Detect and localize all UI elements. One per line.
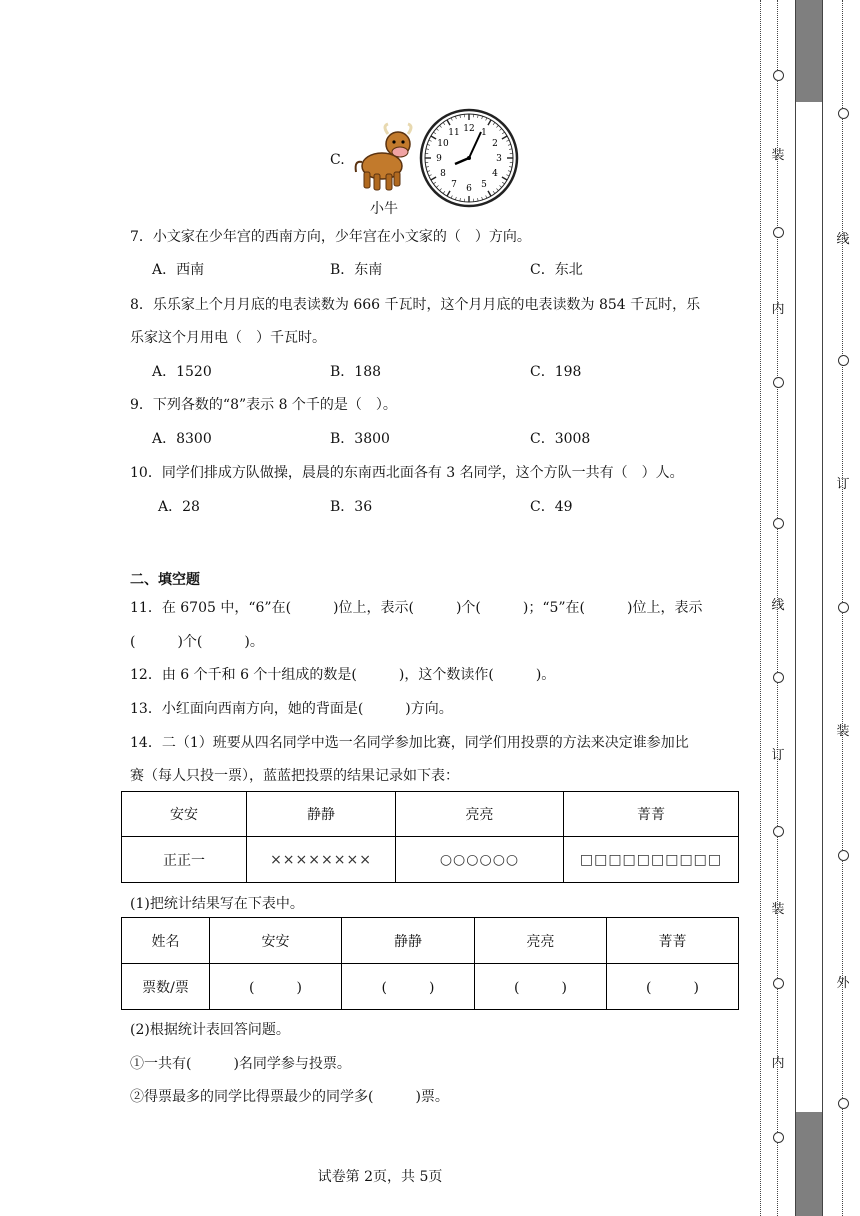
circle-icon (773, 227, 784, 238)
clock-number: 8 (440, 169, 446, 179)
clock-number: 12 (463, 124, 475, 134)
outer-label: 外 (836, 976, 850, 991)
strip-border (822, 0, 823, 1216)
answer-blank[interactable]: ( ) (210, 964, 342, 1010)
table-row (122, 964, 739, 1010)
q14-line2: 赛（每人只投一票），蓝蓝把投票的结果记录如下表： (130, 768, 459, 784)
strip-border (795, 0, 796, 1216)
inner-label: 内 (771, 1056, 785, 1071)
q10-option-c[interactable]: C．49 (530, 499, 573, 515)
clock-number: 10 (437, 139, 449, 149)
table-header-cell: 亮亮 (396, 792, 564, 837)
q7-option-b[interactable]: B．东南 (330, 262, 383, 278)
clock-number: 5 (481, 179, 487, 190)
circle-icon (773, 70, 784, 81)
inner-label: 装 (771, 148, 785, 163)
table-cell: 安安 (210, 918, 342, 964)
page-footer: 试卷第 2页，共 5页 (317, 1169, 443, 1185)
circle-icon (838, 108, 849, 119)
circle-icon (773, 672, 784, 683)
clock-number: 7 (451, 179, 457, 190)
q11-line2: ( )个( )。 (130, 634, 264, 650)
q9-option-b[interactable]: B．3800 (330, 431, 390, 447)
table-row (122, 837, 739, 883)
q9-option-a[interactable]: A．8300 (152, 431, 212, 447)
gray-block-top (796, 0, 822, 102)
table-cell: 菁菁 (607, 918, 739, 964)
outer-label: 装 (836, 724, 850, 739)
clock-number: 11 (448, 128, 460, 139)
table-cell: 姓名 (122, 918, 210, 964)
q9-option-c[interactable]: C．3008 (530, 431, 591, 447)
q7-text: 7．小文家在少年宫的西南方向，少年宫在小文家的（ ）方向。 (130, 229, 531, 245)
table-row (122, 918, 739, 964)
tally-cell: □□□□□□□□□□ (564, 837, 739, 883)
q8-option-a[interactable]: A．1520 (152, 364, 212, 380)
table-header-cell: 安安 (122, 792, 247, 837)
calf-icon (352, 122, 416, 194)
circle-icon (838, 355, 849, 366)
q8-text-line2: 乐家这个月用电（ ）千瓦时。 (130, 330, 326, 346)
q8-option-b[interactable]: B．188 (330, 364, 382, 380)
inner-label: 内 (771, 302, 785, 317)
answer-blank[interactable]: ( ) (342, 964, 475, 1010)
q11-line1: 11．在 6705 中，“6”在( )位上，表示( )个( )；“5”在( )位上，表示 (130, 600, 703, 616)
table-header-cell: 静静 (247, 792, 396, 837)
circle-icon (773, 377, 784, 388)
clock-number: 9 (436, 154, 442, 164)
clock-image (419, 108, 519, 208)
q10-option-a[interactable]: A．28 (158, 499, 200, 515)
outer-label: 订 (836, 477, 850, 492)
sub2-question1: ①一共有( )名同学参与投票。 (130, 1056, 351, 1072)
q10-text: 10．同学们排成方队做操，晨晨的东南西北面各有 3 名同学，这个方队一共有（ ）人。 (130, 465, 684, 481)
q13-text: 13．小红面向西南方向，她的背面是( )方向。 (130, 701, 453, 717)
clock-number: 3 (496, 154, 502, 164)
q8-option-c[interactable]: C．198 (530, 364, 582, 380)
vote-record-table (121, 791, 739, 883)
q7-option-a[interactable]: A．西南 (152, 262, 205, 278)
q10-option-b[interactable]: B．36 (330, 499, 373, 515)
clock-number: 6 (466, 184, 472, 194)
inner-label: 装 (771, 902, 785, 917)
sub1-text: (1)把统计结果写在下表中。 (130, 896, 304, 912)
q14-line1: 14．二（1）班要从四名同学中选一名同学参加比赛，同学们用投票的方法来决定谁参加比 (130, 735, 689, 751)
circle-icon (838, 1098, 849, 1109)
inner-dotted-line (760, 0, 761, 1216)
q7-option-c[interactable]: C．东北 (530, 262, 583, 278)
circle-icon (773, 826, 784, 837)
circle-icon (773, 518, 784, 529)
table-cell: 亮亮 (475, 918, 607, 964)
inner-label: 线 (771, 598, 785, 613)
gray-block-bottom (796, 1112, 822, 1216)
q8-text-line1: 8．乐乐家上个月月底的电表读数为 666 千瓦时，这个月月底的电表读数为 854 千瓦时，乐 (130, 297, 701, 313)
clock-number: 4 (492, 169, 498, 179)
tally-cell: 正正一 (122, 837, 247, 883)
answer-blank[interactable]: ( ) (475, 964, 607, 1010)
q6-option-c-label: C. (330, 152, 345, 168)
calf-image (352, 122, 416, 194)
circle-icon (773, 1132, 784, 1143)
answer-blank[interactable]: ( ) (607, 964, 739, 1010)
sub2-text: (2)根据统计表回答问题。 (130, 1022, 290, 1038)
circle-icon (773, 978, 784, 989)
statistics-table (121, 917, 739, 1010)
table-cell: 票数/票 (122, 964, 210, 1010)
tally-cell: ×××××××× (247, 837, 396, 883)
section-title: 二、填空题 (130, 572, 200, 588)
inner-label: 订 (771, 748, 785, 763)
clock-number: 2 (492, 139, 498, 149)
q12-text: 12．由 6 个千和 6 个十组成的数是( )，这个数读作( )。 (130, 667, 556, 683)
sub2-question2: ②得票最多的同学比得票最少的同学多( )票。 (130, 1089, 449, 1105)
table-header-cell: 菁菁 (564, 792, 739, 837)
q9-text: 9．下列各数的“8”表示 8 个千的是（ ）。 (130, 397, 397, 413)
circle-icon (838, 602, 849, 613)
tally-cell: ○○○○○○ (396, 837, 564, 883)
table-row (122, 792, 739, 837)
calf-caption: 小牛 (370, 201, 398, 217)
outer-label: 线 (836, 232, 850, 247)
clock-number: 1 (481, 128, 487, 139)
table-cell: 静静 (342, 918, 475, 964)
clock-icon (419, 108, 519, 208)
circle-icon (838, 850, 849, 861)
